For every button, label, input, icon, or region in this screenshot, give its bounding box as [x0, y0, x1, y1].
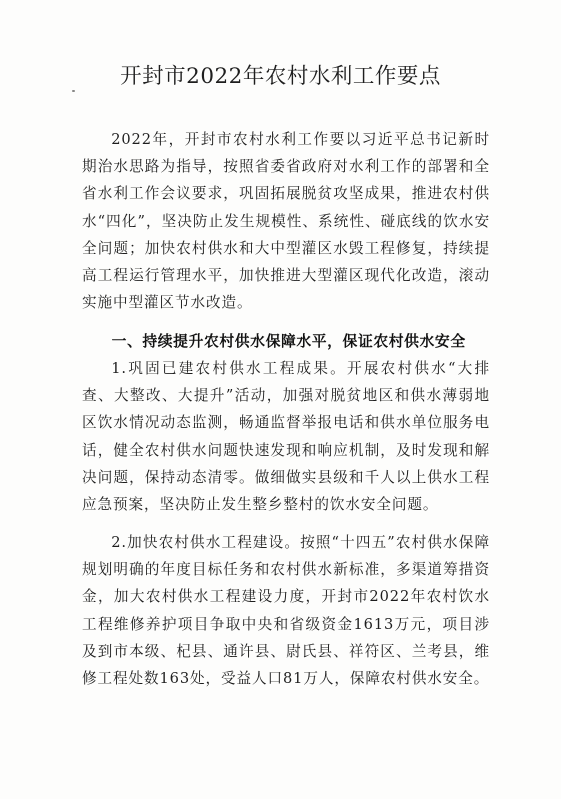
item-2-paragraph: 2.加快农村供水工程建设。按照“十四五”农村供水保障规划明确的年度目标任务和农村供水新标准，多渠道筹措资金，加大农村供水工程建设力度，开封市2022年农村饮水工程维修养护项目争取中央和省级资金1613万元，项目涉及到市本级、杞县、通许县、尉氏县、祥符区、兰考县，维修工程处数163处，受益人口81万人，保障农村供水安全。	[82, 534, 490, 688]
item-1-paragraph: 1.巩固已建农村供水工程成果。开展农村供水“大排查、大整改、大提升”活动，加强对脱贫地区和供水薄弱地区饮水情况动态监测，畅通监督举报电话和供水单位服务电话，健全农村供水问题快速发现和响应机制，及时发现和解决问题，保持动态清零。做细做实县级和千人以上供水工程应急预案，坚决防止发生整乡整村的饮水安全问题。	[82, 360, 490, 514]
section-1-heading: 一、持续提升农村供水保障水平，保证农村供水安全	[111, 333, 466, 350]
document-title: 开封市2022年农村水利工作要点	[120, 64, 441, 89]
intro-paragraph: 2022年，开封市农村水利工作要以习近平总书记新时期治水思路为指导，按照省委省政府对水利工作的部署和全省水利工作会议要求，巩固拓展脱贫攻坚成果，推进农村供水“四化”，坚决防止发生规模性、系统性、碰底线的饮水安全问题；加快农村供水和大中型灌区水毁工程修复，持续提高工程运行管理水平，加快推进大型灌区现代化改造，滚动实施中型灌区节水改造。	[82, 131, 490, 312]
